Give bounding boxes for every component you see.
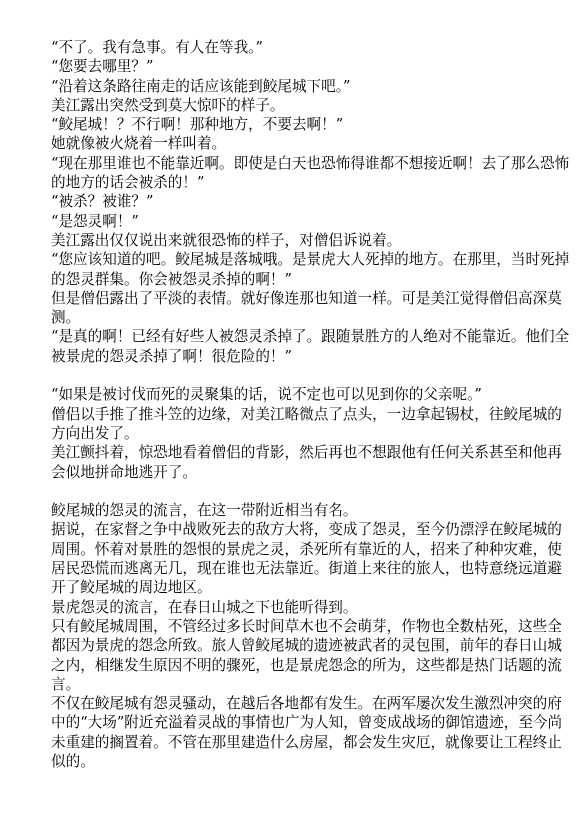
- paragraph: “被杀？被谁？”: [51, 193, 154, 211]
- paragraph: “您要去哪里？”: [51, 58, 154, 76]
- paragraph: 不仅在鲛尾城有怨灵骚动，在越后各地都有发生。在两军屡次发生激烈冲突的府中的“大场”附近充溢着灵战的事情也广为人知，曾变成战场的御馆遗迹，至今尚未重建的搁置着。不管在那里建造什么房屋，都会发生灾厄，就像要让工程终止似的。: [51, 695, 563, 770]
- paragraph: 美江露出仅仅说出来就很恐怖的样子，对僧侣诉说着。: [51, 231, 402, 249]
- paragraph: 美江露出突然受到莫大惊吓的样子。: [51, 96, 285, 114]
- paragraph: 她就像被火烧着一样叫着。: [51, 135, 227, 153]
- paragraph: “现在那里谁也不能靠近啊。即使是白天也恐怖得谁都不想接近啊！去了那么恐怖的地方的话会被杀的！”: [51, 154, 570, 192]
- paragraph: “是真的啊！已经有好些人被怨灵杀掉了。跟随景胜方的人绝对不能靠近。他们全被景虎的怨灵杀掉了啊！很危险的！”: [51, 328, 570, 365]
- section-break: [51, 482, 571, 501]
- paragraph: “鲛尾城！？不行啊！那种地方，不要去啊！”: [51, 116, 344, 134]
- section-break: [51, 366, 571, 385]
- paragraph: “是怨灵啊！”: [51, 212, 139, 230]
- section-departure: [51, 385, 571, 481]
- paragraph: “如果是被讨伐而死的灵聚集的话，说不定也可以见到你的父亲呢。”: [51, 386, 482, 404]
- paragraph: “不了。我有急事。有人在等我。”: [51, 39, 263, 56]
- paragraph: 美江颤抖着，惊恐地看着僧侣的背影，然后再也不想跟他有任何关系甚至和他再会似地拼命地逃开了。: [51, 444, 562, 481]
- section-rumor: [51, 501, 571, 771]
- paragraph: 僧侣以手推了推斗笠的边缘，对美江略微点了点头，一边拿起锡杖，往鲛尾城的方向出发了。: [51, 405, 562, 442]
- paragraph: 景虎怨灵的流言，在春日山城之下也能听得到。: [51, 598, 358, 616]
- paragraph: 据说，在家督之争中战败死去的敌方大将，变成了怨灵，至今仍漂浮在鲛尾城的周围。怀着对景胜的怨恨的景虎之灵，杀死所有靠近的人，招来了种种灾难，使居民恐慌而逃离无几，现在谁也无法靠近。街道上来往的旅人，也特意绕远道避开了鲛尾城的周边地区。: [51, 521, 562, 597]
- paragraph: 鲛尾城的怨灵的流言，在这一带附近相当有名。: [51, 502, 358, 520]
- paragraph: “您应该知道的吧。鲛尾城是落城哦。是景虎大人死掉的地方。在那里，当时死掉的怨灵群集。你会被怨灵杀掉的啊！”: [51, 251, 570, 288]
- paragraph: “沿着这条路往南走的话应该能到鲛尾城下吧。”: [51, 77, 351, 95]
- paragraph: 但是僧侣露出了平淡的表情。就好像连那也知道一样。可是美江觉得僧侣高深莫测。: [51, 289, 562, 327]
- paragraph: 只有鲛尾城周围，不管经过多长时间草木也不会萌芽，作物也全数枯死，这些全都因为景虎的怨念所致。旅人曾鲛尾城的遗迹被武者的灵包围，前年的春日山城之内，相继发生原因不明的骤死，也是景虎怨念的所为，这些都是热门话题的流言。: [51, 617, 562, 693]
- document-page: [51, 38, 571, 771]
- section-dialogue: [51, 38, 571, 366]
